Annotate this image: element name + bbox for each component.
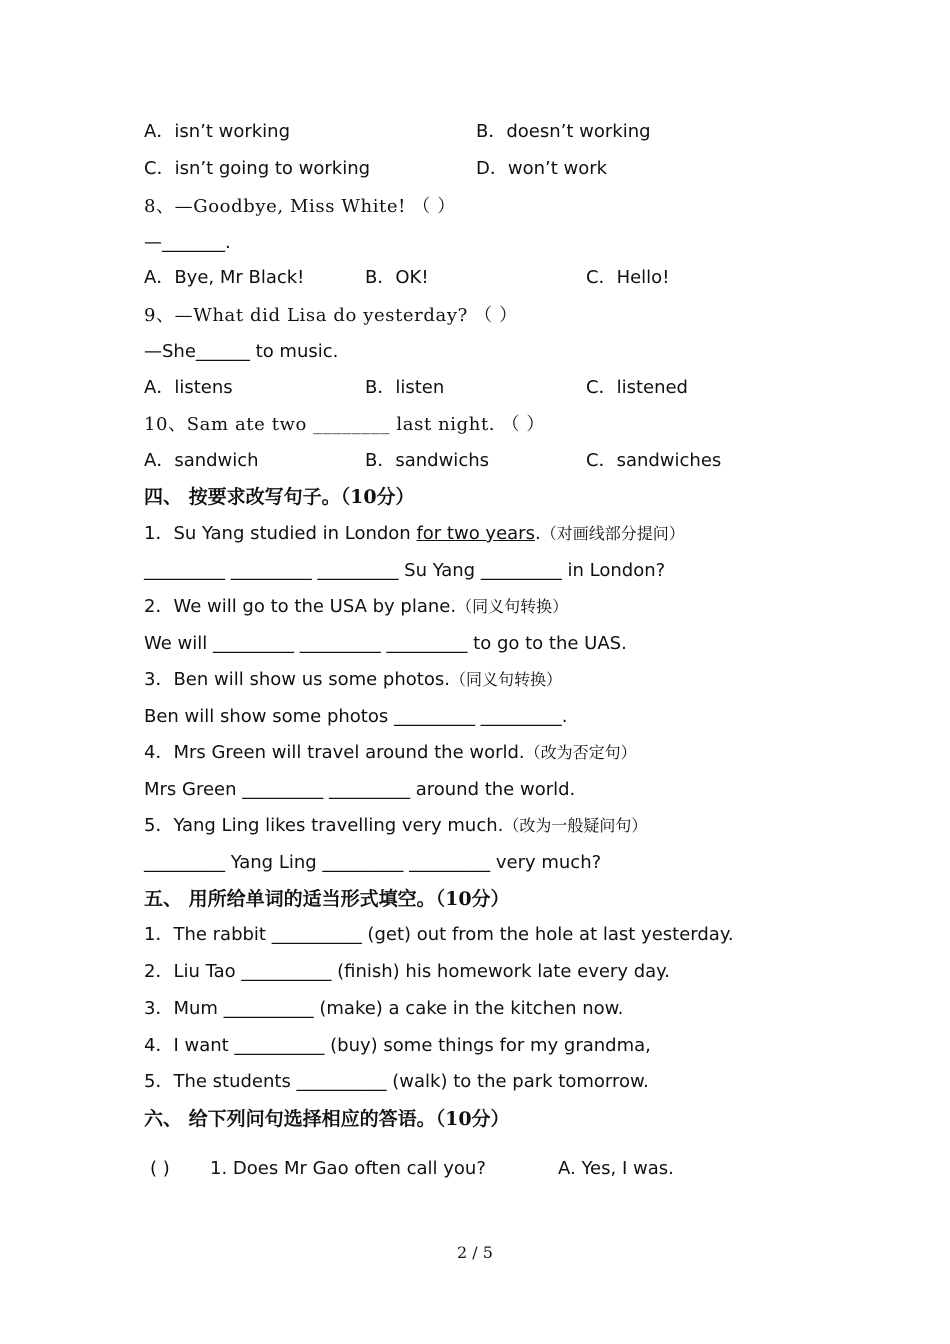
section6-heading: 六、 给下列问句选择相应的答语。（10分） <box>144 1108 510 1130</box>
q8-option-a: A．Bye, Mr Black! <box>144 267 305 288</box>
s4-item1 <box>144 523 685 545</box>
s4-item5-answer: _________ Yang Ling _________ _________ very much? <box>144 852 602 873</box>
q7-option-d: D．won’t work <box>476 158 608 179</box>
s5-item2: 2．Liu Tao __________ (finish) his homework late every day. <box>144 961 670 982</box>
s4-item4-answer: Mrs Green _________ _________ around the world. <box>144 779 576 800</box>
s5-item5: 5．The students __________ (walk) to the park tomorrow. <box>144 1071 649 1092</box>
s4-item3-answer: Ben will show some photos _________ _________. <box>144 706 568 727</box>
s5-item1: 1．The rabbit __________ (get) out from the hole at last yesterday. <box>144 924 734 945</box>
q10-option-c: C．sandwiches <box>586 450 722 471</box>
s4-item4 <box>144 742 637 764</box>
q8-option-b: B．OK! <box>365 267 429 288</box>
q7-option-b: B．doesn’t working <box>476 121 651 142</box>
q10-option-a: A．sandwich <box>144 450 259 471</box>
s5-item3: 3．Mum __________ (make) a cake in the kitchen now. <box>144 998 624 1019</box>
q10-question: 10、Sam ate two ________ last night. （ ） <box>144 414 545 435</box>
s5-item4: 4．I want __________ (buy) some things for my grandma, <box>144 1035 651 1056</box>
s4-item5 <box>144 815 647 837</box>
q10-option-b: B．sandwichs <box>365 450 489 471</box>
s4-item1-note: （对画线部分提问） <box>540 524 685 543</box>
page-number: 2 / 5 <box>457 1243 493 1262</box>
q8-answer-line: —_______. <box>144 232 231 253</box>
s4-item1-answer: _________ _________ _________ Su Yang _________ in London? <box>144 560 666 581</box>
s4-item2-note: （同义句转换） <box>456 597 569 616</box>
q9-option-a: A．listens <box>144 377 233 398</box>
s4-item2 <box>144 596 568 618</box>
s4-item2-text: 2．We will go to the USA by plane. <box>144 596 457 617</box>
q7-option-c: C．isn’t going to working <box>144 158 371 179</box>
q9-option-c: C．listened <box>586 377 688 398</box>
q8-option-c: C．Hello! <box>586 267 670 288</box>
s4-item3-text: 3．Ben will show us some photos. <box>144 669 450 690</box>
s4-item1-underlined: for two years <box>416 523 535 544</box>
section4-heading: 四、 按要求改写句子。（10分） <box>144 486 415 508</box>
s4-item3 <box>144 669 562 691</box>
s4-item1-suffix: . <box>534 523 541 544</box>
s4-item4-text: 4．Mrs Green will travel around the world. <box>144 742 525 763</box>
s6-row1-answer: A. Yes, I was. <box>558 1158 674 1179</box>
s4-item1-text: 1．Su Yang studied in London <box>144 523 417 544</box>
q9-answer-line: —She______ to music. <box>144 341 339 362</box>
s4-item2-answer: We will _________ _________ _________ to go to the UAS. <box>144 633 627 654</box>
s4-item3-note: （同义句转换） <box>449 670 562 689</box>
q9-question: 9、—What did Lisa do yesterday? （ ） <box>144 305 518 326</box>
s6-row1-question: 1. Does Mr Gao often call you? <box>210 1158 486 1179</box>
q9-option-b: B．listen <box>365 377 445 398</box>
q8-question: 8、—Goodbye, Miss White! （ ） <box>144 196 456 217</box>
q7-option-a: A．isn’t working <box>144 121 290 142</box>
s4-item5-text: 5．Yang Ling likes travelling very much. <box>144 815 504 836</box>
s4-item5-note: （改为一般疑问句） <box>503 816 648 835</box>
s4-item4-note: （改为否定句） <box>524 743 637 762</box>
s6-row1-bracket: ( ) <box>150 1158 170 1179</box>
section5-heading: 五、 用所给单词的适当形式填空。（10分） <box>144 888 510 910</box>
